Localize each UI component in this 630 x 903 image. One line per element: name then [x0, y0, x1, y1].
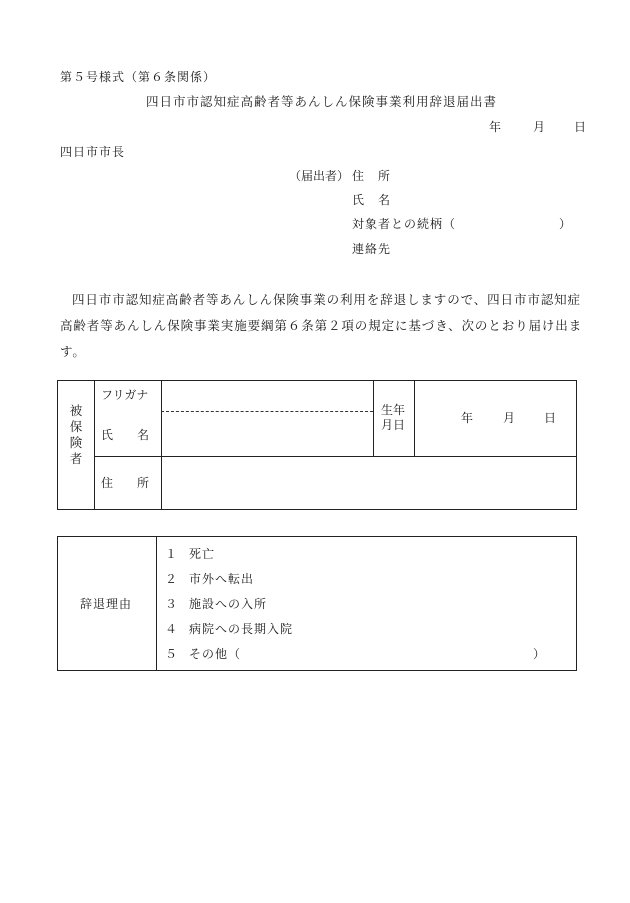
insured-address-label: 住 所	[101, 476, 150, 490]
body-paragraph: 四日市市認知症高齢者等あんしん保険事業の利用を辞退しますので、四日市市認知症高齢者等あんしん保険事業実施要綱第６条第２項の規定に基づき、次のとおり届け出ます。	[60, 292, 583, 359]
applicant-address-label: 住 所	[352, 169, 392, 183]
reason-item-number: ３	[165, 597, 178, 611]
reason-item-text: 病院への長期入院	[189, 622, 294, 636]
reason-item-text: 市外へ転出	[189, 572, 255, 586]
birth-day-label: 日	[544, 411, 557, 425]
reason-other-close: ）	[533, 647, 546, 661]
date-year-label: 年	[489, 120, 502, 134]
date-day-label: 日	[574, 120, 587, 134]
date-month-label: 月	[533, 120, 546, 134]
applicant-name-label: 氏 名	[352, 193, 392, 207]
birth-month-label: 月	[503, 411, 516, 425]
reason-item-number: ５	[165, 647, 178, 661]
furigana-label: フリガナ	[101, 388, 149, 402]
insured-name-label: 氏 名	[101, 428, 150, 442]
document-title: 四日市市認知症高齢者等あんしん保険事業利用辞退届出書	[146, 94, 498, 109]
reason-label: 辞退理由	[80, 597, 133, 611]
reason-item-number: ２	[165, 572, 178, 586]
reason-item-number: １	[165, 547, 178, 561]
furigana-divider	[161, 411, 373, 412]
birth-date-label: 生年月日	[380, 403, 405, 432]
reason-item-text: その他（	[189, 647, 242, 661]
applicant-label: （届出者）	[289, 169, 350, 183]
birth-year-label: 年	[461, 411, 474, 425]
applicant-relation-label: 対象者との続柄（	[352, 217, 457, 231]
insured-side-label: 被保険者	[69, 403, 83, 466]
reason-item-text: 死亡	[189, 547, 216, 561]
applicant-contact-label: 連絡先	[352, 242, 392, 256]
reason-item-text: 施設への入所	[189, 597, 268, 611]
addressee: 四日市市長	[60, 145, 126, 159]
reason-item-number: ４	[165, 622, 178, 636]
applicant-relation-close: ）	[559, 217, 572, 231]
form-number: 第５号様式（第６条関係）	[60, 70, 217, 84]
